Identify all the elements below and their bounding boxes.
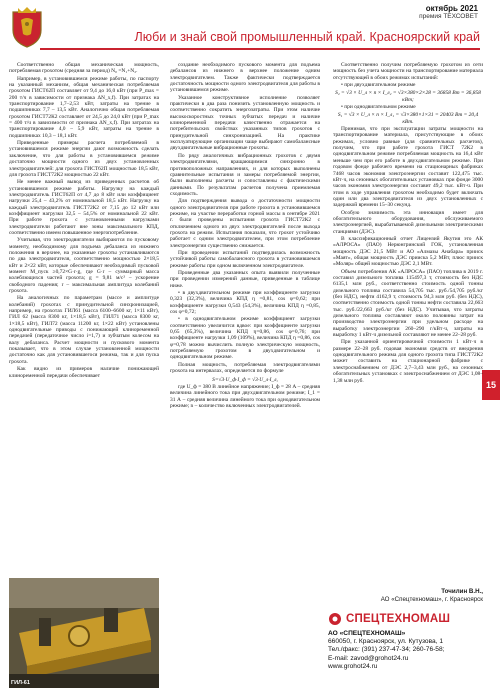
paragraph: Как видно из примеров наличие понижающей клиноременной передачи обеспечивает xyxy=(9,366,159,379)
krasnoyarsk-coat-of-arms-icon xyxy=(10,6,44,48)
formula: S=√3·U_ф·I_ф = √3·U_л·I_л, xyxy=(212,376,278,383)
paragraph: Полная мощность, потребляемая электродвигателями грохота на интервалах, определяется по формуле xyxy=(170,361,320,375)
company-brand: СПЕЦТЕХНОМАШ xyxy=(346,613,451,625)
issue-date: октябрь 2021 xyxy=(425,4,478,13)
paragraph: Не менее важный вывод из приведенных расчетов об установившемся режиме работы. Нагрузку на каждый электродвигатель ГИСТ62П от 4,7 до 8 кВт или коэффициент нагрузки 25,4 – 43,2% от номинальной 18,5 кВт. Нагрузку на каждый электродвигатель ГИСТ72К2 от 7,15 до 12 кВт или коэффициент нагрузки 32,5 – 54,5% от номинальной 22 кВт. При работе грохота с установленными нагрузками электродвигатели работают вне зоны максимального КПД, соответственно имеем повышенное энергопотребление. xyxy=(9,179,159,236)
bullet-item: • в двухдвигательном режиме при коэффициенте загрузки 0,323 (32,3%), величина КПД η =0,81, cos φ=0,62; при коэффициенте нагрузки 0,543 (54,3%), величина КПД η =0,85, cos φ=0,72; xyxy=(170,290,320,316)
author-name: Точилин В.Н., xyxy=(441,588,483,595)
formula: S₁ = √3 × U_л × n × I_л₁ = √3×380×1×31 = 20403 Вт = 20,4 кВт. xyxy=(337,112,479,125)
paragraph: Учитывая, что электродвигатели выбираются по пусковому моменту, необходимому для подъема дебаланса из нижнего положения в верхнее, на указанные грохоты устанавливаются по два электродвигателя, соответственно мощностью 2×18,5 кВт и 2×22 кВт, которые обеспечивают необходимый пусковой момент M_пуск ≥0,72×G·r·g, где G·r – суммарный масса колеблющихся частей грохота; g = 9,81 м/с² – ускорение свободного падения; r – максимальная амплитуда колебаний грохота. xyxy=(9,237,159,295)
paragraph: где U_ф = 380 В линейное напряжение; I_ф = 28 А – средняя величина линейного тока при двухдвигательном режиме; I_1 = 31 А – средняя величина линейного тока при однодвигательном режиме; n – количество включенных электродвигателей. xyxy=(170,383,320,409)
screen-machine-photo xyxy=(9,578,159,688)
company-ad xyxy=(328,612,488,671)
company-name: АО «СПЕЦТЕХНОМАШ» xyxy=(328,630,406,637)
gear-logo-icon xyxy=(328,612,342,626)
company-website[interactable]: www.grohot24.ru xyxy=(328,662,378,670)
paragraph: При указанной ориентировочной стоимости 1 кВт·ч в размере 22–28 руб. годовая экономия средств от внедрения однодвигательного режима для одного грохота типа ГИСТ72К2 может составить на стационарной фабрике с электроснабжением от ДЭС 2,7–3,43 млн руб., на сезонных обогатительных установках с электроснабжением от ДЭС 1,08–1,38 млн руб. xyxy=(333,339,483,384)
issue-info xyxy=(419,4,478,20)
article-column-3 xyxy=(333,62,483,385)
article-column-2 xyxy=(170,62,320,410)
author-block xyxy=(333,588,483,603)
vibrating-screen-image xyxy=(9,578,159,688)
page-header xyxy=(0,0,500,58)
article-column-1 xyxy=(9,62,159,380)
photo-caption: ГИЛ-61 xyxy=(11,680,30,686)
bullet-item: • в однодвигательном режиме коэффициент загрузки соответственно увеличится вдвое: при коэффициенте загрузки 0,65 (65,3%), величина КПД η=0,86, cos φ=0,76; при коэффициенте нагрузки 1,09 (109%), величина КПД η =0,86, cos φ=0,78 можно вычислить полную электрическую мощность, потребляемую грохотом в двухдвигательном и однодвигательном режиме. xyxy=(170,316,320,361)
paragraph: Указанное конструктивное исполнение позволяет практически в два раза понизить установленную мощность и соответственно сократить энергозатраты. При этом наличие высокоскоростных точных зубчатых передач и наличие клиноременной передачи качественно отражается на потребительских свойствах указанных типов грохотов с принудительной синхронизацией. На практике эксплуатирующие организации чаще выбирают самобалансные двухдвигательные вибрационные грохоты. xyxy=(170,94,320,152)
paragraph: Например, в установившемся режиме работы, по паспорту на указанный механизм, общая механическая потребляемая грохотом ГИСТ62П составляет от 9,4 до 16,0 кВт (при P_max = 200 т/ч в зависимости от признака ΔN_x,f). При затратах на транспортирование 1,7–2,53 кВт, затраты на трение в подшипниках 7,7 – 13,5 кВт. Аналогично общая потребляемая грохотом ГИСТ72К2 составляет от 24,5 до 24,0 кВт (при P_max = 400 т/ч в зависимости от признака ΔN_x,f). При затратах на транспортирование 4,0 – 5,9 кВт, затраты на трение в подшипниках 10,3 – 18,1 кВт. xyxy=(9,75,159,139)
formula: S₂ = √3 × U_л × n × I_л₂ = √3×380×2×28 = 36858 Вт = 36,858 кВт; xyxy=(335,90,481,103)
bullet-item: • при двухдвигательном режиме xyxy=(341,82,416,89)
page-number-tab: 15 xyxy=(482,370,500,400)
paragraph: создание необходимого пускового момента для подъема дебалансов из нижнего в верхнее положение одним электродвигателем. Также фактически подтверждается достаточность мощности одного электродвигателя для работы в установившемся режиме. xyxy=(170,62,320,94)
paragraph: По ряду аналогичных вибрационных грохотов с двумя электродвигателями, вращающимися синхронно в противоположных направлениях, и для которых выполнены сравнительные испытания и замеры потребляемой энергии, были выполнены расчеты и сопоставлены с фактическими данными. По результатам расчетов получена приемлемая сходимость. xyxy=(170,152,320,197)
company-phone: Тел./факс: (391) 237-47-34; 260-76-58; xyxy=(328,646,445,654)
company-contacts xyxy=(328,630,488,671)
paragraph: Объем потребления АК «АЛРОСА» (ПАО) топлива в 2019 г. составил дизельного топлива 115497,3 т, стоимость без НДС 6135,1 млн руб., соответственно стоимость одной тонны дизельного топлива составила 54,705 тыс. руб./54,705 руб./кг (без НДС), нефти 4162,9 т, стоимость 94,3 млн руб. (без НДС), соответственно стоимость одной тонны нефти составила 22,663 тыс. руб./22,663 руб./кг (без НДС). Учитывая, что затраты дизельного топлива составляют около половины затрат на производство электроэнергии при удельном расходе на выработку электроэнергии 260–290 г/кВт·ч, затраты на выработку 1 кВт·ч дизельной составляют не менее 22–28 руб. xyxy=(333,268,483,339)
paragraph: В классификационный отчет Лицензий Якутия это АК «АЛРОСА» (ПАО) Нерюнгринский ГОК, установленная мощность ДЭС 21,5 МВт и АО «Алмазы Анабара» прииск «Маят», общая мощность ДЭС прииска 5,2 МВт, плюс прииск «Моляр» общей мощностью ДЭС 2,1 МВт. xyxy=(333,235,483,268)
paragraph: Соответственно общая механическая мощность, потребляемая грохотом (средняя за период) N₀ =N₁+N₂. xyxy=(9,62,159,75)
prize-label: премия ТЕХСОВЕТ xyxy=(419,13,478,20)
section-slogan: Люби и знай свой промышленный край. Красноярский край xyxy=(134,30,480,44)
paragraph: Соответственно получим потребляемую грохотом из сети мощность без учета мощности на транспортирование материала отсутствующей в обоих режимах испытаний: xyxy=(333,62,483,81)
paragraph: Принимая, что при эксплуатации затраты мощности на транспортирование материала, присутствующие в обоих режимах, условно равные (для сравнительных расчетов), получим, что при работе грохота ГИСТ 72К2 в однодвигательном режиме потребляемая мощность на 16,4 кВт меньше чем при его работе в двухдвигательном режиме. При годовом фонде рабочего времени на стационарных фабриках 7468 часов экономия электроэнергии составит 122,475 тыс. кВт·ч, на сезонных обогатительных установках при фонде 3000 часов экономия электроэнергии составит 49,2 тыс. кВт·ч. При этом в ходе управления грохотом необходимо будет включать один или два электродвигателя из двух установленных с задержкой времени 15–30 секунд. xyxy=(333,126,483,209)
company-address: 660050, г. Красноярск, ул. Кутузова, 1 xyxy=(328,638,444,646)
company-email[interactable]: E-mail: zavod@grohot24.ru xyxy=(328,654,409,662)
paragraph: Приведенные примеры расчета потребляемой в установившемся режиме энергии дают возможность сделать заключение, что для работы в установившемся режиме достаточно мощности одного из двух установленных электродвигателей: для грохота ГИСТ62П мощностью 18,5 кВт, для грохота ГИСТ72К2 мощностью 22 кВт. xyxy=(9,140,159,178)
paragraph: При проведении испытаний подтвердилась возможность устойчивой работы самобалансного грохота в установившемся режиме работы при одном включенном электродвигателе. xyxy=(170,249,320,269)
company-logo xyxy=(328,612,488,626)
paragraph: На аналогичных по параметрам (массе и амплитуде колебаний) грохотах с принудительной синхронизацией, например, на грохотах ГИЛ61 (масса 6100–6600 кг, 1×11 кВт), ГИЛ 62 (масса 8300 кг, 1×18,5 кВт), ГИЛ71 (масса 8300 кг, 1×18,5 кВт), ГИЛ72 (масса 11200 кг, 1×22 кВт) установлены однодвигательные приводы с понижающей клиноременной передачей (передаточное число i=1,7) и зубчатым колесом на валу дебаланса. Расчет мощности и пускового момента показывает, что в этом случае установленной мощности достаточно как для установившегося режима, так и для пуска грохота. xyxy=(9,295,159,365)
paragraph: Проведенные два указанных опыта выявили полученные при проведении измерений данные, приведенные в таблице ниже. xyxy=(170,270,320,289)
header-rule xyxy=(40,48,480,50)
paragraph: Для подтверждения вывода о достаточности мощности одного электродвигателя при работе грохота в установившемся режиме, на участке переработки горной массы в сентябре 2021 г. были проведены испытания грохота ГИСТ72К2 с отключением одного из двух электродвигателей после выхода грохота на режим. Испытания показали, что грохот устойчиво работает с одним электродвигателем, при этом потребление электроэнергии существенно снижается. xyxy=(170,198,320,249)
author-org: АО «Спецтехномаш», г. Красноярск xyxy=(380,595,483,603)
paragraph: Особую значимость эта инновация имеет для обогатительного оборудования, обслуживаемого электроэнергией, вырабатываемой дизельными электрическими станциями (ДЭС). xyxy=(333,209,483,235)
bullet-item: • при однодвигательном режиме xyxy=(341,104,416,111)
